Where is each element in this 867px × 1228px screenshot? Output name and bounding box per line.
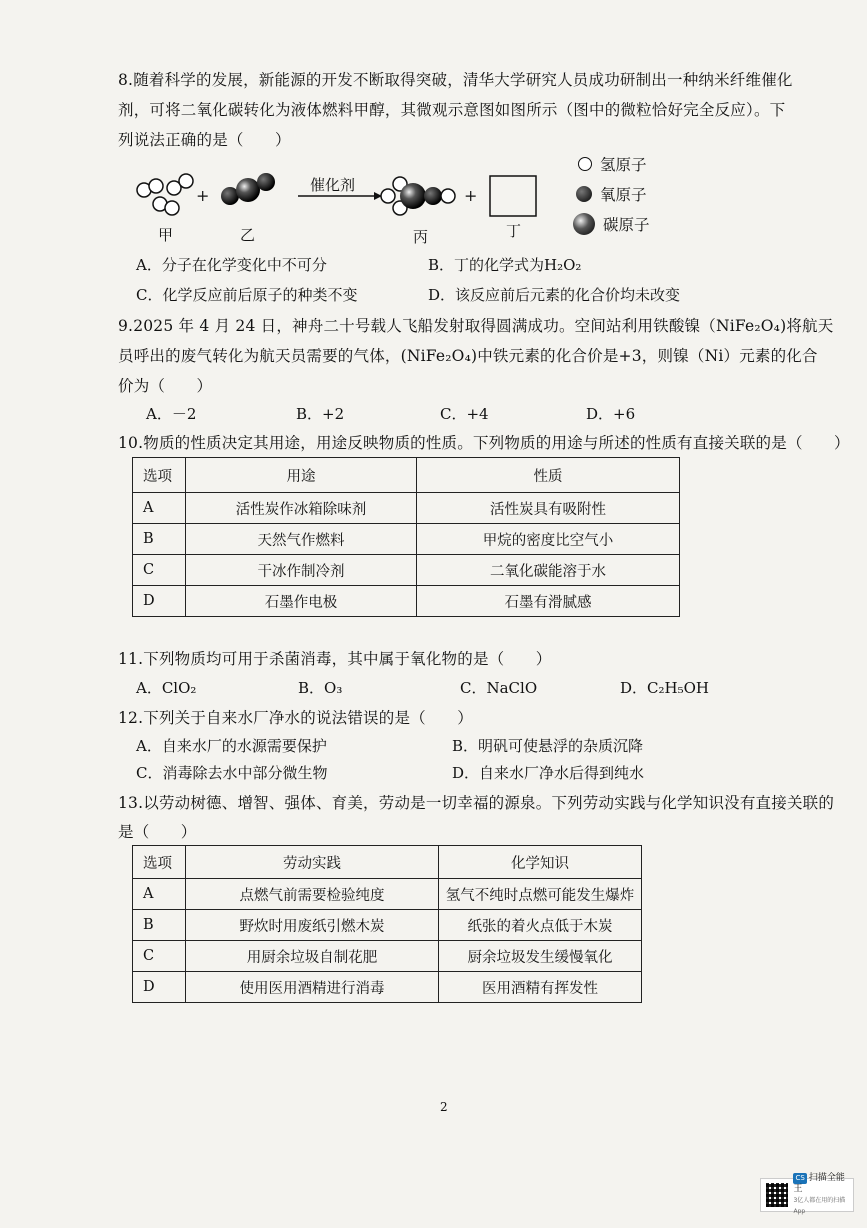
label-jia: 甲 bbox=[158, 226, 174, 244]
table-cell: C bbox=[133, 941, 186, 972]
scanner-badge-text bbox=[793, 1173, 853, 1217]
table-header-cell: 性质 bbox=[417, 458, 680, 493]
carbon-atom-icon bbox=[573, 213, 595, 235]
table-header-cell: 化学知识 bbox=[439, 846, 642, 879]
q12-option-d: D．自来水厂净水后得到纯水 bbox=[452, 764, 645, 782]
table-header-cell: 劳动实践 bbox=[186, 846, 439, 879]
table-cell: 石墨有滑腻感 bbox=[417, 586, 680, 617]
q10-table bbox=[132, 457, 680, 617]
q9-text-line2: 员呼出的废气转化为航天员需要的气体，(NiFe₂O₄)中铁元素的化合价是+3，则镍（Ni）元素的化合 bbox=[118, 347, 818, 365]
q9-text-line3: 价为（ ） bbox=[118, 377, 213, 395]
q12-option-c: C．消毒除去水中部分微生物 bbox=[136, 764, 328, 782]
q9-option-c: C．+4 bbox=[440, 405, 489, 423]
carbon-dioxide-molecule-icon bbox=[221, 173, 275, 205]
q11-option-d: D．C₂H₅OH bbox=[620, 679, 709, 697]
table-cell: 纸张的着火点低于木炭 bbox=[439, 910, 642, 941]
table-header-cell: 选项 bbox=[133, 458, 186, 493]
q9-text-line1: 9.2025 年 4 月 24 日，神舟二十号载人飞船发射取得圆满成功。空间站利用铁酸镍（NiFe₂O₄)将航天 bbox=[118, 317, 834, 335]
table-cell: 活性炭作冰箱除味剂 bbox=[186, 493, 417, 524]
q8-option-b: B．丁的化学式为H₂O₂ bbox=[428, 256, 582, 274]
scanner-title: 扫描全能王 bbox=[793, 1173, 845, 1194]
table-cell: 活性炭具有吸附性 bbox=[417, 493, 680, 524]
table-cell: D bbox=[133, 586, 186, 617]
q8-text-line3: 列说法正确的是（ ） bbox=[118, 131, 291, 149]
q11-option-b: B．O₃ bbox=[298, 679, 343, 697]
table-cell: A bbox=[133, 879, 186, 910]
q11-option-a: A．ClO₂ bbox=[136, 679, 197, 697]
table-header-row bbox=[133, 458, 680, 493]
table-cell: 使用医用酒精进行消毒 bbox=[186, 972, 439, 1003]
q8-option-d: D．该反应前后元素的化合价均未改变 bbox=[428, 286, 681, 304]
q9-option-b: B．+2 bbox=[296, 405, 345, 423]
table-cell: 天然气作燃料 bbox=[186, 524, 417, 555]
legend-oxygen bbox=[576, 183, 647, 205]
product-ding-box bbox=[490, 176, 536, 216]
plus-sign-1: + bbox=[196, 186, 210, 205]
table-cell: 点燃气前需要检验纯度 bbox=[186, 879, 439, 910]
q13-text-line1: 13.以劳动树德、增智、强体、育美，劳动是一切幸福的源泉。下列劳动实践与化学知识没有直接关联的 bbox=[118, 794, 835, 812]
table-cell: 用厨余垃圾自制花肥 bbox=[186, 941, 439, 972]
page-number: 2 bbox=[440, 1100, 448, 1114]
plus-sign-2: + bbox=[464, 186, 478, 205]
table-cell: D bbox=[133, 972, 186, 1003]
cs-logo: CS bbox=[795, 1174, 805, 1182]
table-header-row bbox=[133, 846, 642, 879]
q12-option-a: A．自来水厂的水源需要保护 bbox=[136, 737, 327, 755]
q9-option-d: D．+6 bbox=[586, 405, 636, 423]
table-row bbox=[133, 586, 680, 617]
table-row bbox=[133, 555, 680, 586]
catalyst-label: 催化剂 bbox=[310, 176, 356, 194]
table-header-cell: 用途 bbox=[186, 458, 417, 493]
q13-text-line2: 是（ ） bbox=[118, 823, 197, 841]
q13-table bbox=[132, 845, 642, 1003]
q8-text-line1: 8.随着科学的发展，新能源的开发不断取得突破，清华大学研究人员成功研制出一种纳米纤维催化 bbox=[118, 71, 793, 89]
table-header-cell: 选项 bbox=[133, 846, 186, 879]
q12-text-line1: 12.下列关于自来水厂净水的说法错误的是（ ） bbox=[118, 709, 473, 727]
legend-hydrogen bbox=[578, 153, 647, 175]
table-row bbox=[133, 941, 642, 972]
table-cell: 氢气不纯时点燃可能发生爆炸 bbox=[439, 879, 642, 910]
oxygen-atom-icon bbox=[576, 186, 592, 202]
q11-option-c: C．NaClO bbox=[460, 679, 538, 697]
q8-option-c: C．化学反应前后原子的种类不变 bbox=[136, 286, 358, 304]
table-cell: B bbox=[133, 910, 186, 941]
table-cell: 干冰作制冷剂 bbox=[186, 555, 417, 586]
table-row bbox=[133, 972, 642, 1003]
table-cell: A bbox=[133, 493, 186, 524]
q11-text-line1: 11.下列物质均可用于杀菌消毒，其中属于氧化物的是（ ） bbox=[118, 650, 552, 668]
table-cell: 厨余垃圾发生缓慢氧化 bbox=[439, 941, 642, 972]
qr-code-icon bbox=[766, 1183, 788, 1207]
q8-text-line2: 剂，可将二氧化碳转化为液体燃料甲醇，其微观示意图如图所示（图中的微粒恰好完全反应）。下 bbox=[118, 101, 786, 119]
legend-oxygen-label: 氧原子 bbox=[600, 186, 647, 204]
table-row bbox=[133, 879, 642, 910]
table-cell: C bbox=[133, 555, 186, 586]
q12-option-b: B．明矾可使悬浮的杂质沉降 bbox=[452, 737, 644, 755]
legend-carbon-label: 碳原子 bbox=[603, 216, 650, 234]
legend-hydrogen-label: 氢原子 bbox=[600, 156, 647, 174]
legend-carbon bbox=[573, 213, 650, 235]
hydrogen-atom-icon bbox=[578, 157, 592, 171]
scanner-watermark bbox=[760, 1173, 854, 1215]
label-yi: 乙 bbox=[240, 226, 256, 244]
table-cell: B bbox=[133, 524, 186, 555]
methanol-molecule-icon bbox=[381, 177, 455, 215]
label-ding: 丁 bbox=[506, 222, 522, 240]
table-row bbox=[133, 910, 642, 941]
q8-option-a: A．分子在化学变化中不可分 bbox=[136, 256, 327, 274]
hydrogen-molecules-icon bbox=[137, 174, 193, 215]
table-cell: 野炊时用废纸引燃木炭 bbox=[186, 910, 439, 941]
table-cell: 石墨作电极 bbox=[186, 586, 417, 617]
table-row bbox=[133, 493, 680, 524]
table-row bbox=[133, 524, 680, 555]
table-cell: 医用酒精有挥发性 bbox=[439, 972, 642, 1003]
q10-text-line1: 10.物质的性质决定其用途，用途反映物质的性质。下列物质的用途与所述的性质有直接关联的是（ ） bbox=[118, 434, 850, 452]
scanner-subtitle: 3亿人都在用的扫描App bbox=[793, 1197, 846, 1215]
q9-option-a: A．－2 bbox=[146, 405, 197, 423]
table-cell: 甲烷的密度比空气小 bbox=[417, 524, 680, 555]
table-cell: 二氧化碳能溶于水 bbox=[417, 555, 680, 586]
label-bing: 丙 bbox=[413, 228, 429, 246]
